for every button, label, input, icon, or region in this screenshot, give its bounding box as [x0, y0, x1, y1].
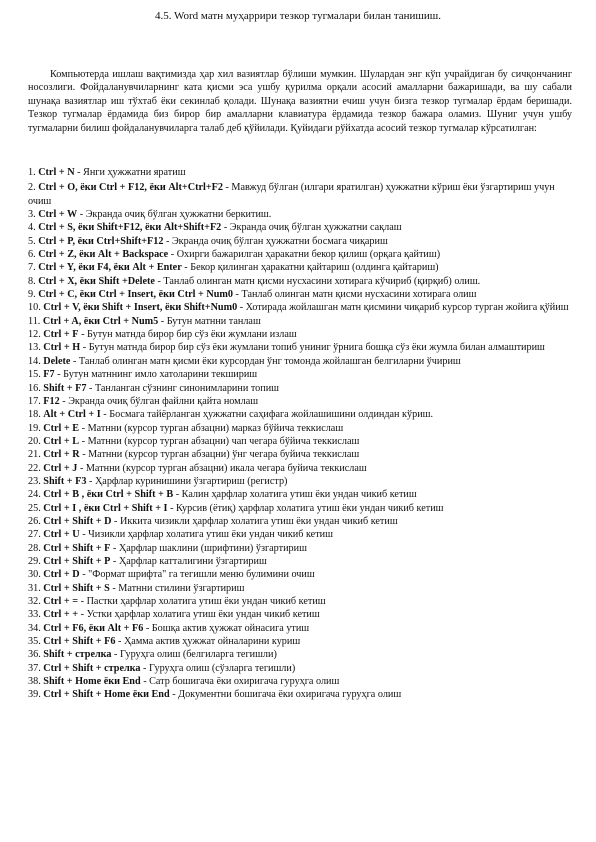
shortcut-description: - Ҳамма актив ҳужжат ойналарини куриш [115, 636, 301, 648]
shortcut-item [28, 275, 576, 288]
shortcut-item [28, 328, 576, 341]
shortcut-number: 31. [28, 582, 41, 594]
shortcut-number: 26. [28, 515, 41, 527]
shortcut-item [28, 355, 576, 368]
shortcut-description: - Гуруҳга олиш (сўзларга тегишли) [140, 662, 296, 674]
shortcut-keys: Ctrl + Z, ёки Alt + Backspace [38, 249, 169, 261]
shortcut-item [28, 341, 576, 354]
shortcut-description: - Бутун матнни танлаш [158, 315, 261, 327]
shortcut-item [28, 622, 576, 635]
shortcut-keys: Ctrl + = [43, 596, 79, 607]
shortcut-number: 14. [28, 355, 41, 367]
shortcut-keys: Ctrl + R [43, 449, 80, 461]
shortcut-list [28, 166, 576, 702]
shortcut-item [28, 221, 576, 234]
shortcut-description: - Сатр бошигача ёки охиригача гуруҳга олиш [140, 676, 340, 688]
shortcut-item [28, 315, 576, 328]
shortcut-number: 1. [28, 167, 36, 178]
shortcut-keys: Shift + Home ёки End [43, 676, 141, 688]
shortcut-keys: Ctrl + Shift + F6 [43, 636, 116, 648]
shortcut-number: 12. [28, 329, 41, 341]
shortcut-number: 33. [28, 609, 41, 621]
shortcut-keys: Ctrl + B , ёки Ctrl + Shift + B [43, 489, 174, 501]
shortcut-description: - Иккита чизикли ҳарфлар холатига утиш ёки ундан чикиб кетиш [111, 515, 398, 527]
shortcut-item [28, 515, 576, 528]
shortcut-description: - Матнни (курсор турган абзацни) марказ бўйича теккислаш [79, 422, 344, 434]
shortcut-description: - Бутун матннинг имло хатоларини текшириш [54, 369, 258, 381]
shortcut-description: - Босмага тайёрланган ҳужжатни саҳифага жойлашишини олдиндан кўриш. [100, 409, 434, 421]
shortcut-description: - Экранда очиқ бўлган ҳужжатни босмага чиқариш [163, 235, 388, 247]
shortcut-item [28, 248, 576, 261]
shortcut-number: 5. [28, 235, 36, 247]
shortcut-keys: Ctrl + A, ёки Ctrl + Num5 [42, 315, 159, 327]
shortcut-keys: Ctrl + Shift + S [43, 582, 110, 594]
shortcut-description: - Ҳарфлар шаклини (шрифтини) ўзгартириш [110, 542, 307, 554]
shortcut-number: 35. [28, 636, 41, 648]
shortcut-description: - Матнни (курсор турган абзацни) ўнг чегара буйича теккислаш [79, 449, 360, 461]
shortcut-number: 3. [28, 209, 36, 221]
shortcut-item [28, 208, 576, 221]
shortcut-description: - Устки ҳарфлар холатига утиш ёки ундан чикиб кетиш [78, 609, 320, 621]
shortcut-item [28, 448, 576, 461]
shortcut-keys: Ctrl + E [43, 422, 80, 434]
shortcut-keys: Shift + стрелка [43, 649, 112, 661]
shortcut-description: - Янги ҳужжатни яратиш [74, 167, 186, 178]
shortcut-keys: Ctrl + O, ёки Ctrl + F12, ёки Alt+Ctrl+F2 [38, 182, 223, 194]
shortcut-description: - Гуруҳга олиш (белгиларга тегишли) [111, 649, 277, 661]
shortcut-keys: Ctrl + U [43, 529, 80, 541]
shortcut-item [28, 675, 576, 688]
shortcut-description: - "Формат шрифта" га тегишли меню булимини очиш [79, 569, 315, 581]
shortcut-number: 29. [28, 555, 41, 567]
shortcut-description: - Экранда очиқ бўлган ҳужжатни сақлаш [221, 222, 402, 234]
shortcut-keys: Shift + F3 [43, 475, 87, 487]
shortcut-keys: Ctrl + V, ёки Shift + Insert, ёки Shift+Num0 [43, 302, 238, 314]
shortcut-item [28, 542, 576, 555]
shortcut-keys: Ctrl + Shift + F [43, 542, 111, 554]
shortcut-description: - Охирги бажарилган ҳаракатни бекор қилиш (орқага қайтиш) [168, 249, 441, 261]
shortcut-number: 15. [28, 369, 41, 381]
shortcut-item [28, 488, 576, 501]
shortcut-item [28, 688, 576, 701]
shortcut-number: 37. [28, 662, 41, 674]
shortcut-keys: Shift + F7 [43, 382, 87, 394]
shortcut-keys: F12 [43, 395, 60, 407]
shortcut-item [28, 648, 576, 661]
shortcut-keys: Ctrl + Shift + стрелка [43, 662, 141, 674]
shortcut-item [28, 555, 576, 568]
shortcut-description: - Ҳарфлар куринишини ўзгартириш (регистр) [86, 475, 288, 487]
shortcut-keys: Ctrl + W [38, 209, 78, 221]
shortcut-number: 16. [28, 382, 41, 394]
shortcut-keys: Delete [43, 355, 71, 367]
shortcut-number: 27. [28, 529, 41, 541]
shortcut-description: - Матнни (курсор турган абзацни) чап чегара бўйича теккислаш [79, 435, 360, 447]
shortcut-item [28, 528, 576, 541]
shortcut-item [28, 475, 576, 488]
shortcut-keys: Ctrl + C, ёки Ctrl + Insert, ёки Ctrl + Num0 [38, 289, 233, 301]
shortcut-number: 32. [28, 596, 41, 607]
shortcut-number: 25. [28, 502, 41, 514]
shortcut-item [28, 395, 576, 408]
shortcut-keys: Ctrl + P, ёки Ctrl+Shift+F12 [38, 235, 164, 247]
shortcut-number: 13. [28, 342, 41, 354]
shortcut-keys: Ctrl + J [43, 462, 78, 474]
shortcut-item [28, 288, 576, 301]
shortcut-item [28, 166, 576, 179]
shortcut-description: - Мавжуд бўлган (илгари яратилган) ҳужжатни кўриш ёки ўзгартириш учун очиш [28, 182, 555, 207]
shortcut-number: 36. [28, 649, 41, 661]
shortcut-description: - Бутун матнда бирор бир сўз ёки жумлани излаш [78, 329, 297, 341]
shortcut-item [28, 408, 576, 421]
shortcut-item [28, 422, 576, 435]
shortcut-description: - Пастки ҳарфлар холатига утиш ёки ундан чикиб кетиш [78, 596, 326, 607]
shortcut-item [28, 502, 576, 515]
shortcut-item [28, 301, 576, 314]
shortcut-number: 7. [28, 262, 36, 274]
shortcut-description: - Бутун матнда бирор бир сўз ёки жумлани топиб униниг ўрнига бошқа сўз ёки жумла билан алмаштириш [80, 342, 545, 354]
shortcut-keys: Ctrl + L [43, 435, 80, 447]
shortcut-description: - Танлаб олинган матн қисми нусхасини хотирага олиш [232, 289, 477, 301]
shortcut-item [28, 462, 576, 475]
shortcut-number: 8. [28, 275, 36, 287]
shortcut-item [28, 595, 576, 608]
shortcut-keys: Ctrl + F6, ёки Alt + F6 [43, 622, 144, 634]
shortcut-item [28, 568, 576, 581]
shortcut-description: - Чизикли ҳарфлар холатига утиш ёки ундан чикиб кетиш [79, 529, 333, 541]
shortcut-description: - Хотирада жойлашган матн қисмини чиқариб курсор турган жойига қўйиш [237, 302, 569, 314]
shortcut-number: 9. [28, 289, 36, 301]
intro-paragraph: Компьютерда ишлаш вақтимизда ҳар хил вазиятлар бўлиши мумкин. Шулардан энг кўп учрайдиган бу сичқончанинг носозлиги. Фойдаланувчиларнинг ката қисми эса ушбу қурилма орқали асосий амалларни бажаришади, ва шу сабали шунақа вазиятлар иш тўхтаб ёки секинлаб қолади. Шунақа вазиятни ечиш учун бизга тезкор тугмалар ёрдам беришади. Тезкор тугмалар ёрдамида биз бирор бир амалларни клавиатура ёрдамида тезкор бажара оламиз. Шуниг учун ушбу тугмаларни билиш фойдаланувчиларга талаб деб қўйилади. Қуйидаги рўйхатда асосий тезкор тугмалар кўрсатилган: [28, 69, 572, 134]
shortcut-keys: Ctrl + S, ёки Shift+F12, ёки Alt+Shift+F2 [38, 222, 222, 234]
shortcut-number: 10. [28, 302, 41, 314]
shortcut-description: - Калин ҳарфлар холатига утиш ёки ундан чикиб кетиш [173, 489, 417, 501]
shortcut-keys: F7 [43, 369, 55, 381]
shortcut-number: 22. [28, 462, 41, 474]
shortcut-keys: Ctrl + Shift + Home ёки End [43, 689, 170, 701]
page-title: 4.5. Word матн муҳаррири тезкор тугмалари билан танишиш. [154, 10, 442, 22]
shortcut-keys: Ctrl + + [43, 609, 79, 621]
shortcut-keys: Ctrl + Y, ёки F4, ёки Alt + Enter [38, 262, 182, 274]
shortcut-description: - Ҳарфлар катталигини ўзгартириш [110, 555, 267, 567]
shortcut-description: - Курсив (ётиқ) ҳарфлар холатига утиш ёки ундан чикиб кетиш [167, 502, 444, 514]
shortcut-number: 19. [28, 422, 41, 434]
shortcut-number: 17. [28, 395, 41, 407]
shortcut-item [28, 181, 576, 208]
shortcut-description: - Матнни (курсор турган абзацни) икала чегара буйича теккислаш [77, 462, 367, 474]
shortcut-keys: Ctrl + D [43, 569, 80, 581]
shortcut-keys: Ctrl + N [38, 167, 75, 178]
shortcut-description: - Бошқа актив ҳужжат ойнасига утиш [143, 622, 310, 634]
shortcut-description: - Бекор қилинган ҳаракатни қайтариш (олдинга қайтариш) [181, 262, 439, 274]
shortcut-description: - Танланган сўзнинг синонимларини топиш [86, 382, 279, 394]
shortcut-item [28, 635, 576, 648]
shortcut-item [28, 235, 576, 248]
shortcut-keys: Ctrl + Shift + P [43, 555, 111, 567]
shortcut-item [28, 608, 576, 621]
shortcut-keys: Ctrl + F [43, 329, 79, 341]
shortcut-keys: Ctrl + Shift + D [43, 515, 112, 527]
shortcut-keys: Ctrl + I , ёки Ctrl + Shift + I [43, 502, 168, 514]
shortcut-item [28, 382, 576, 395]
shortcut-number: 20. [28, 435, 41, 447]
shortcut-number: 28. [28, 542, 41, 554]
shortcut-description: - Танлаб олинган матн қисми нусхасини хотирага кўчириб (қирқиб) олиш. [154, 275, 481, 287]
shortcut-description: - Документни бошигача ёки охиригача гуруҳга олиш [169, 689, 402, 701]
shortcut-number: 18. [28, 409, 41, 421]
shortcut-description: - Матнни стилини ўзгартириш [109, 582, 245, 594]
shortcut-number: 38. [28, 676, 41, 688]
shortcut-number: 23. [28, 475, 41, 487]
shortcut-number: 24. [28, 489, 41, 501]
shortcut-number: 2. [28, 182, 36, 194]
shortcut-number: 34. [28, 622, 41, 634]
shortcut-item [28, 261, 576, 274]
shortcut-description: - Экранда очиқ бўлган файлни қайта номлаш [59, 395, 259, 407]
shortcut-description: - Экранда очиқ бўлган ҳужжатни беркитиш. [77, 209, 272, 221]
shortcut-description: - Танлаб олинган матн қисми ёки курсордан ўнг томонда жойлашган белгиларни ўчириш [70, 355, 461, 367]
shortcut-number: 30. [28, 569, 41, 581]
shortcut-number: 11. [28, 315, 41, 327]
shortcut-number: 39. [28, 689, 41, 701]
shortcut-keys: Alt + Ctrl + I [43, 409, 101, 421]
shortcut-number: 4. [28, 222, 36, 234]
shortcut-number: 21. [28, 449, 41, 461]
shortcut-number: 6. [28, 249, 36, 261]
shortcut-item [28, 582, 576, 595]
shortcut-keys: Ctrl + X, ёки Shift +Delete [38, 275, 155, 287]
shortcut-keys: Ctrl + H [43, 342, 81, 354]
shortcut-item [28, 368, 576, 381]
shortcut-item [28, 662, 576, 675]
shortcut-item [28, 435, 576, 448]
